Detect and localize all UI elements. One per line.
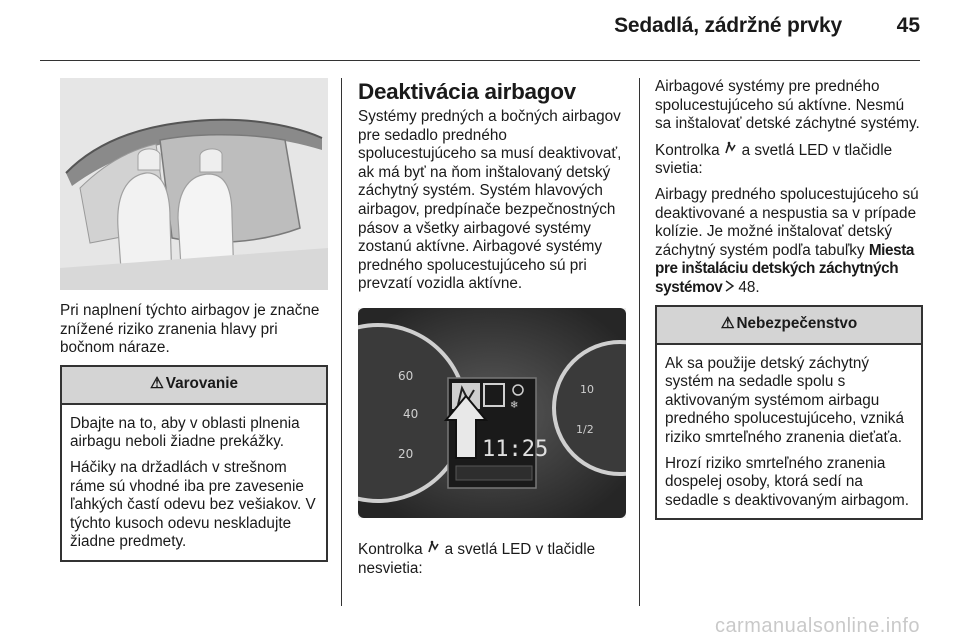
warning-box xyxy=(60,365,328,562)
caption-text: Pri naplnení týchto airbagov je značne znížené riziko zranenia hlavy pri bočnom náraze. xyxy=(60,302,320,357)
right-paragraph-1: Airbagové systémy pre predného spolucestujúceho sú aktívne. Nesmú sa inštalovať detské záchytné systémy. xyxy=(655,78,920,133)
gauge-label-5: 1/2 xyxy=(576,422,594,436)
warning-triangle-icon: ⚠ xyxy=(720,315,735,333)
warning-paragraph-1: Dbajte na to, aby v oblasti plnenia airbagu neboli žiadne prekážky. xyxy=(70,414,300,451)
airbag-off-icon xyxy=(426,540,442,560)
danger-box xyxy=(655,305,923,521)
section-body: Systémy predných a bočných airbagov pre sedadlo predného spolucestujúceho sa musí deaktivovať, ak má byť na ňom inštalovaný detský záchytný systém. Systém hlavových airbagov, predpínače bezpečnostných pásov a všetky airbagové systémy zostanú aktívne. Airbagové systémy predného spolucestujúceho sú pri prevzatí vozidla aktívne. xyxy=(358,108,622,293)
danger-paragraph-2: Hrozí riziko smrteľného zranenia dospelej osoby, ktorá sedí na sedadle s deaktivovaným airbagom. xyxy=(665,454,910,509)
column-right xyxy=(655,78,923,520)
dashboard-photo xyxy=(358,308,626,518)
airbag-off-icon xyxy=(723,141,739,161)
right-paragraph-2 xyxy=(655,141,923,179)
table-reference-link[interactable]: Miesta pre inštaláciu detských záchytných systémov xyxy=(655,241,915,296)
column-divider-2 xyxy=(639,78,640,606)
gauge-label-1: 60 xyxy=(398,368,414,383)
dash-snow-icon: ❄ xyxy=(510,399,519,411)
danger-title: Nebezpečenstvo xyxy=(736,315,858,333)
warning-paragraph-2: Háčiky na držadlách v strešnom ráme sú vhodné iba pre zavesenie ľahkých častí odevu bez vešiakov. V týchto kusoch odevu neskladujte žiadne predmety. xyxy=(70,458,316,551)
dashboard-caption-post: a svetlá LED v tlačidle nesvietia: xyxy=(358,540,596,577)
dashboard-drawing xyxy=(358,308,626,518)
dash-clock: 11:25 xyxy=(482,436,549,462)
watermark: carmanualsonline.info xyxy=(714,615,920,637)
right-paragraph-2-pre: Kontrolka xyxy=(655,141,720,159)
section-heading: Deaktivácia airbagov xyxy=(358,79,576,104)
warning-box-body xyxy=(62,405,326,560)
column-divider-1 xyxy=(341,78,342,606)
right-paragraph-2-post: a svetlá LED v tlačidle svietia: xyxy=(655,141,893,178)
dashboard-caption xyxy=(358,540,626,578)
right-paragraph-3 xyxy=(655,186,923,298)
danger-box-body xyxy=(657,345,921,519)
car-interior-illustration xyxy=(60,78,328,290)
gauge-label-4: 10 xyxy=(580,382,594,396)
page-header-title: Sedadlá, zádržné prvky xyxy=(614,14,842,37)
column-left xyxy=(60,78,328,562)
warning-triangle-icon: ⚠ xyxy=(150,375,164,393)
warning-title: Varovanie xyxy=(165,375,238,393)
car-interior-drawing xyxy=(60,78,328,290)
warning-box-header xyxy=(62,367,326,405)
right-paragraph-3-text: Airbagy predného spolucestujúceho sú deaktivované a nespustia sa v prípade kolízie. Je možné inštalovať detský záchytný systém podľa tabuľky xyxy=(655,185,919,259)
page-number: 45 xyxy=(896,14,920,37)
header-rule xyxy=(40,60,920,61)
page-reference: 48. xyxy=(738,278,760,296)
gauge-label-3: 20 xyxy=(398,446,414,461)
column-middle xyxy=(358,78,626,585)
dashboard-caption-pre: Kontrolka xyxy=(358,540,423,558)
danger-paragraph-1: Ak sa použije detský záchytný systém na sedadle spolu s aktivovaným systémom airbagu predného spolucestujúceho, vzniká riziko smrteľného zranenia dieťaťa. xyxy=(665,354,904,446)
reference-arrow-icon xyxy=(725,279,735,298)
gauge-label-2: 40 xyxy=(403,406,419,421)
danger-box-header xyxy=(657,307,921,345)
